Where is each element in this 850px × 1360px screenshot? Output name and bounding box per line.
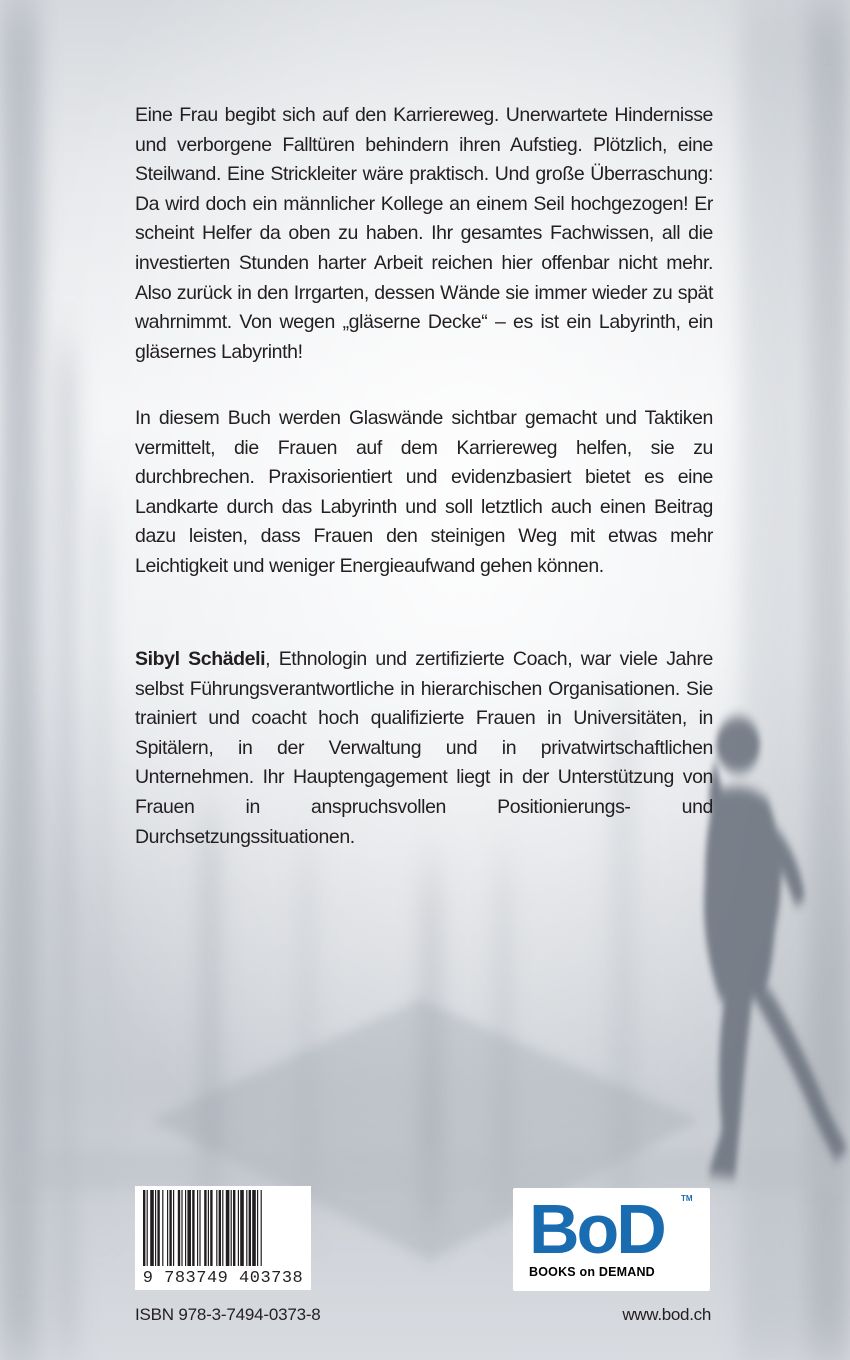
barcode-bars — [135, 1186, 311, 1268]
author-bio-text: , Ethnologin und zertifizierte Coach, war viele Jahre selbst Führungsverantwortliche in hierarchischen Organisationen. Sie trainiert und coacht hoch qualifizierte Frauen in Universitäten, in Spitälern, in der Verwaltung und in privatwirtschaftlichen Unternehmen. Ihr Hauptengagement liegt in der Unterstützung von Frauen in anspruchsvollen Positionierungs- und Durchsetzungssituationen. — [135, 648, 713, 848]
barcode-bar — [257, 1190, 258, 1266]
barcode-bar — [178, 1190, 180, 1266]
logo-wordmark: BoD — [529, 1190, 664, 1268]
barcode-bar — [192, 1190, 194, 1266]
blurb-paragraph-2: In diesem Buch werden Glaswände sichtbar gemacht und Taktiken vermittelt, die Frauen auf dem Karriereweg helfen, sie zu durchbrechen. Praxisorientiert und evidenzbasiert bietet es eine Landkarte durch das Labyrinth und soll letztlich auch einen Beitrag dazu leisten, dass Frauen den steinigen Weg mit etwas mehr Leichtigkeit und weniger Energieaufwand gehen können. — [135, 407, 713, 577]
barcode-bar — [181, 1190, 182, 1266]
barcode-bar — [147, 1190, 148, 1266]
barcode-bar — [155, 1190, 156, 1266]
barcode-bar — [240, 1190, 244, 1266]
barcode-bar — [185, 1190, 186, 1266]
barcode-bar — [157, 1190, 159, 1266]
barcode-bar — [208, 1190, 209, 1266]
barcode-bar — [187, 1190, 191, 1266]
barcode-bar — [199, 1190, 200, 1266]
barcode-bar — [226, 1190, 230, 1266]
barcode-bar — [204, 1190, 206, 1266]
barcode-bar — [143, 1190, 145, 1266]
isbn-number: ISBN 978-3-7494-0373-8 — [135, 1305, 321, 1324]
barcode-bar — [162, 1190, 163, 1266]
barcode-bar — [210, 1190, 212, 1266]
barcode-bar — [252, 1190, 256, 1266]
barcode-bar — [173, 1190, 174, 1266]
logo-tagline: BOOKS on DEMAND — [529, 1265, 655, 1279]
barcode-bar — [246, 1190, 247, 1266]
barcode-bar — [219, 1190, 221, 1266]
isbn-barcode — [135, 1186, 311, 1290]
barcode-bar — [197, 1190, 198, 1266]
barcode-digits: 9 783749 403738 — [135, 1268, 311, 1290]
publisher-website: www.bod.ch — [622, 1305, 711, 1324]
barcode-bar — [169, 1190, 171, 1266]
barcode-bar — [249, 1190, 251, 1266]
barcode-bar — [231, 1190, 232, 1266]
author-name: Sibyl Schädeli — [135, 648, 266, 670]
barcode-bar — [261, 1190, 262, 1266]
author-bio — [135, 645, 713, 852]
barcode-bar — [216, 1190, 217, 1266]
logo-trademark: TM — [681, 1194, 693, 1203]
barcode-bar — [238, 1190, 239, 1266]
publisher-logo — [513, 1188, 710, 1291]
barcode-bar — [233, 1190, 235, 1266]
barcode-bar — [222, 1190, 223, 1266]
blurb-paragraph-1: Eine Frau begibt sich auf den Karriereweg. Unerwartete Hindernisse und verborgene Falltüren behindern ihren Aufstieg. Plötzlich, eine Steilwand. Eine Strickleiter wäre praktisch. Und große Überraschung: Da wird doch ein männlicher Kollege an einem Seil hochgezogen! Er scheint Helfer da oben zu haben. Ihr gesamtes Fachwissen, all die investierten Stunden harter Arbeit reichen hier offenbar nicht mehr. Also zurück in den Irrgarten, dessen Wände sie immer wieder zu spät wahrnimmt. Von wegen „gläserne Decke“ – es ist ein Labyrinth, ein gläsernes Labyrinth! — [135, 104, 713, 363]
barcode-bar — [167, 1190, 168, 1266]
barcode-bar — [150, 1190, 154, 1266]
